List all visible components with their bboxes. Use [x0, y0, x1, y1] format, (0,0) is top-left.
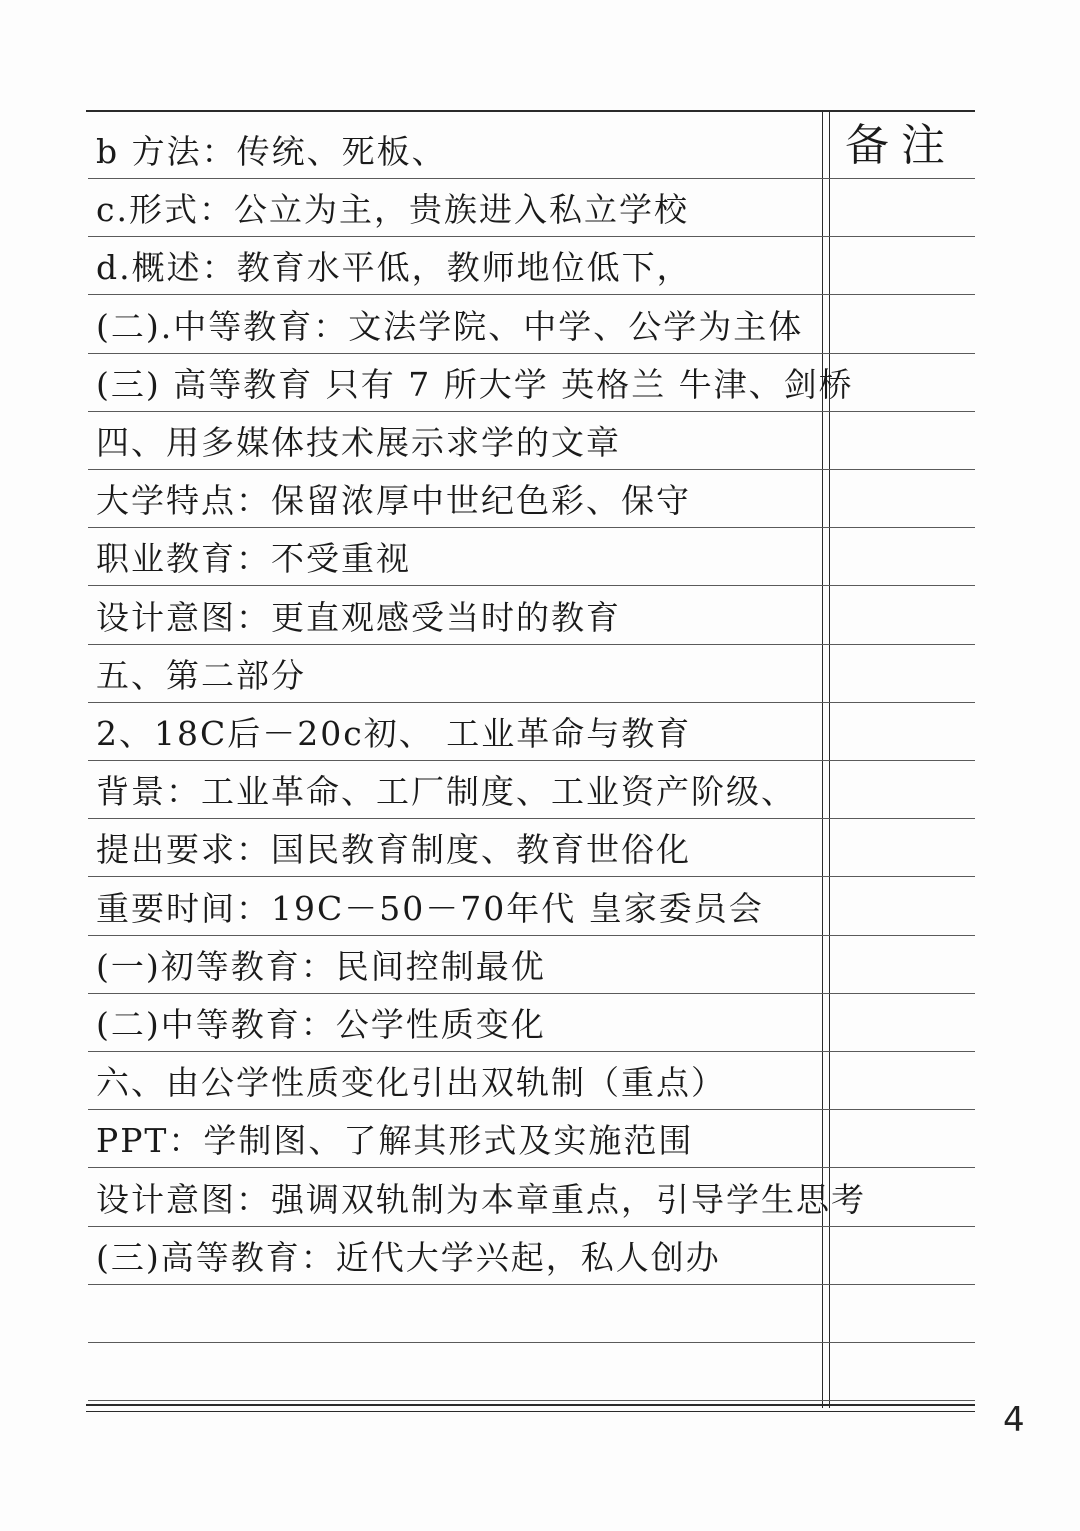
ruled-line [88, 993, 975, 994]
handwritten-line: 五、第二部分 [96, 656, 306, 695]
ruled-line [88, 1342, 975, 1343]
ruled-line [88, 411, 975, 412]
handwritten-line: (三)高等教育：近代大学兴起，私人创办 [96, 1238, 721, 1277]
handwritten-line: d.概述：教育水平低，教师地位低下， [96, 248, 692, 287]
handwritten-line: 背景：工业革命、工厂制度、工业资产阶级、 [96, 772, 796, 811]
ruled-line [88, 1226, 975, 1227]
handwritten-line: c.形式：公立为主，贵族进入私立学校 [96, 190, 689, 229]
bottom-border-rule-inner [86, 1411, 975, 1412]
ruled-line [88, 1400, 975, 1401]
handwritten-line: 设计意图：强调双轨制为本章重点，引导学生思考 [96, 1180, 866, 1219]
handwritten-line [96, 1350, 996, 1398]
ruled-line [88, 1284, 975, 1285]
top-border-rule [86, 110, 975, 112]
ruled-line [88, 178, 975, 179]
handwritten-line: 职业教育：不受重视 [96, 539, 411, 578]
ruled-line [88, 644, 975, 645]
notes-column-title: 备注 [845, 120, 957, 171]
ruled-line [88, 527, 975, 528]
ruled-line [88, 760, 975, 761]
ruled-line [88, 294, 975, 295]
ruled-line [88, 1109, 975, 1110]
handwritten-line: 重要时间：19C－50－70年代 皇家委员会 [96, 889, 764, 928]
ruled-line [88, 585, 975, 586]
handwritten-line: 2、18C后－20c初、 工业革命与教育 [96, 714, 692, 753]
ruled-line [88, 236, 975, 237]
handwritten-line: 设计意图：更直观感受当时的教育 [96, 598, 621, 637]
handwritten-line: PPT：学制图、了解其形式及实施范围 [96, 1121, 694, 1160]
page-number: 4 [1003, 1400, 1025, 1440]
ruled-line [88, 876, 975, 877]
handwritten-line: 大学特点：保留浓厚中世纪色彩、保守 [96, 481, 691, 520]
ruled-line [88, 1051, 975, 1052]
bottom-border-rule [86, 1404, 975, 1406]
handwritten-line: b 方法：传统、死板、 [96, 132, 447, 171]
ruled-line [88, 702, 975, 703]
ruled-line [88, 469, 975, 470]
handwritten-line: 四、用多媒体技术展示求学的文章 [96, 423, 621, 462]
ruled-line [88, 818, 975, 819]
handwritten-line: (二).中等教育：文法学院、中学、公学为主体 [96, 307, 804, 346]
handwritten-line: (三) 高等教育 只有 7 所大学 英格兰 牛津、剑桥 [96, 365, 854, 404]
ruled-line [88, 353, 975, 354]
handwritten-line: (一)初等教育：民间控制最优 [96, 947, 546, 986]
handwritten-line: 提出要求：国民教育制度、教育世俗化 [96, 830, 691, 869]
handwritten-line: (二)中等教育：公学性质变化 [96, 1005, 546, 1044]
handwritten-line: 六、由公学性质变化引出双轨制（重点） [96, 1063, 726, 1102]
ruled-line [88, 935, 975, 936]
ruled-line [88, 1167, 975, 1168]
handwritten-line [96, 1292, 996, 1340]
